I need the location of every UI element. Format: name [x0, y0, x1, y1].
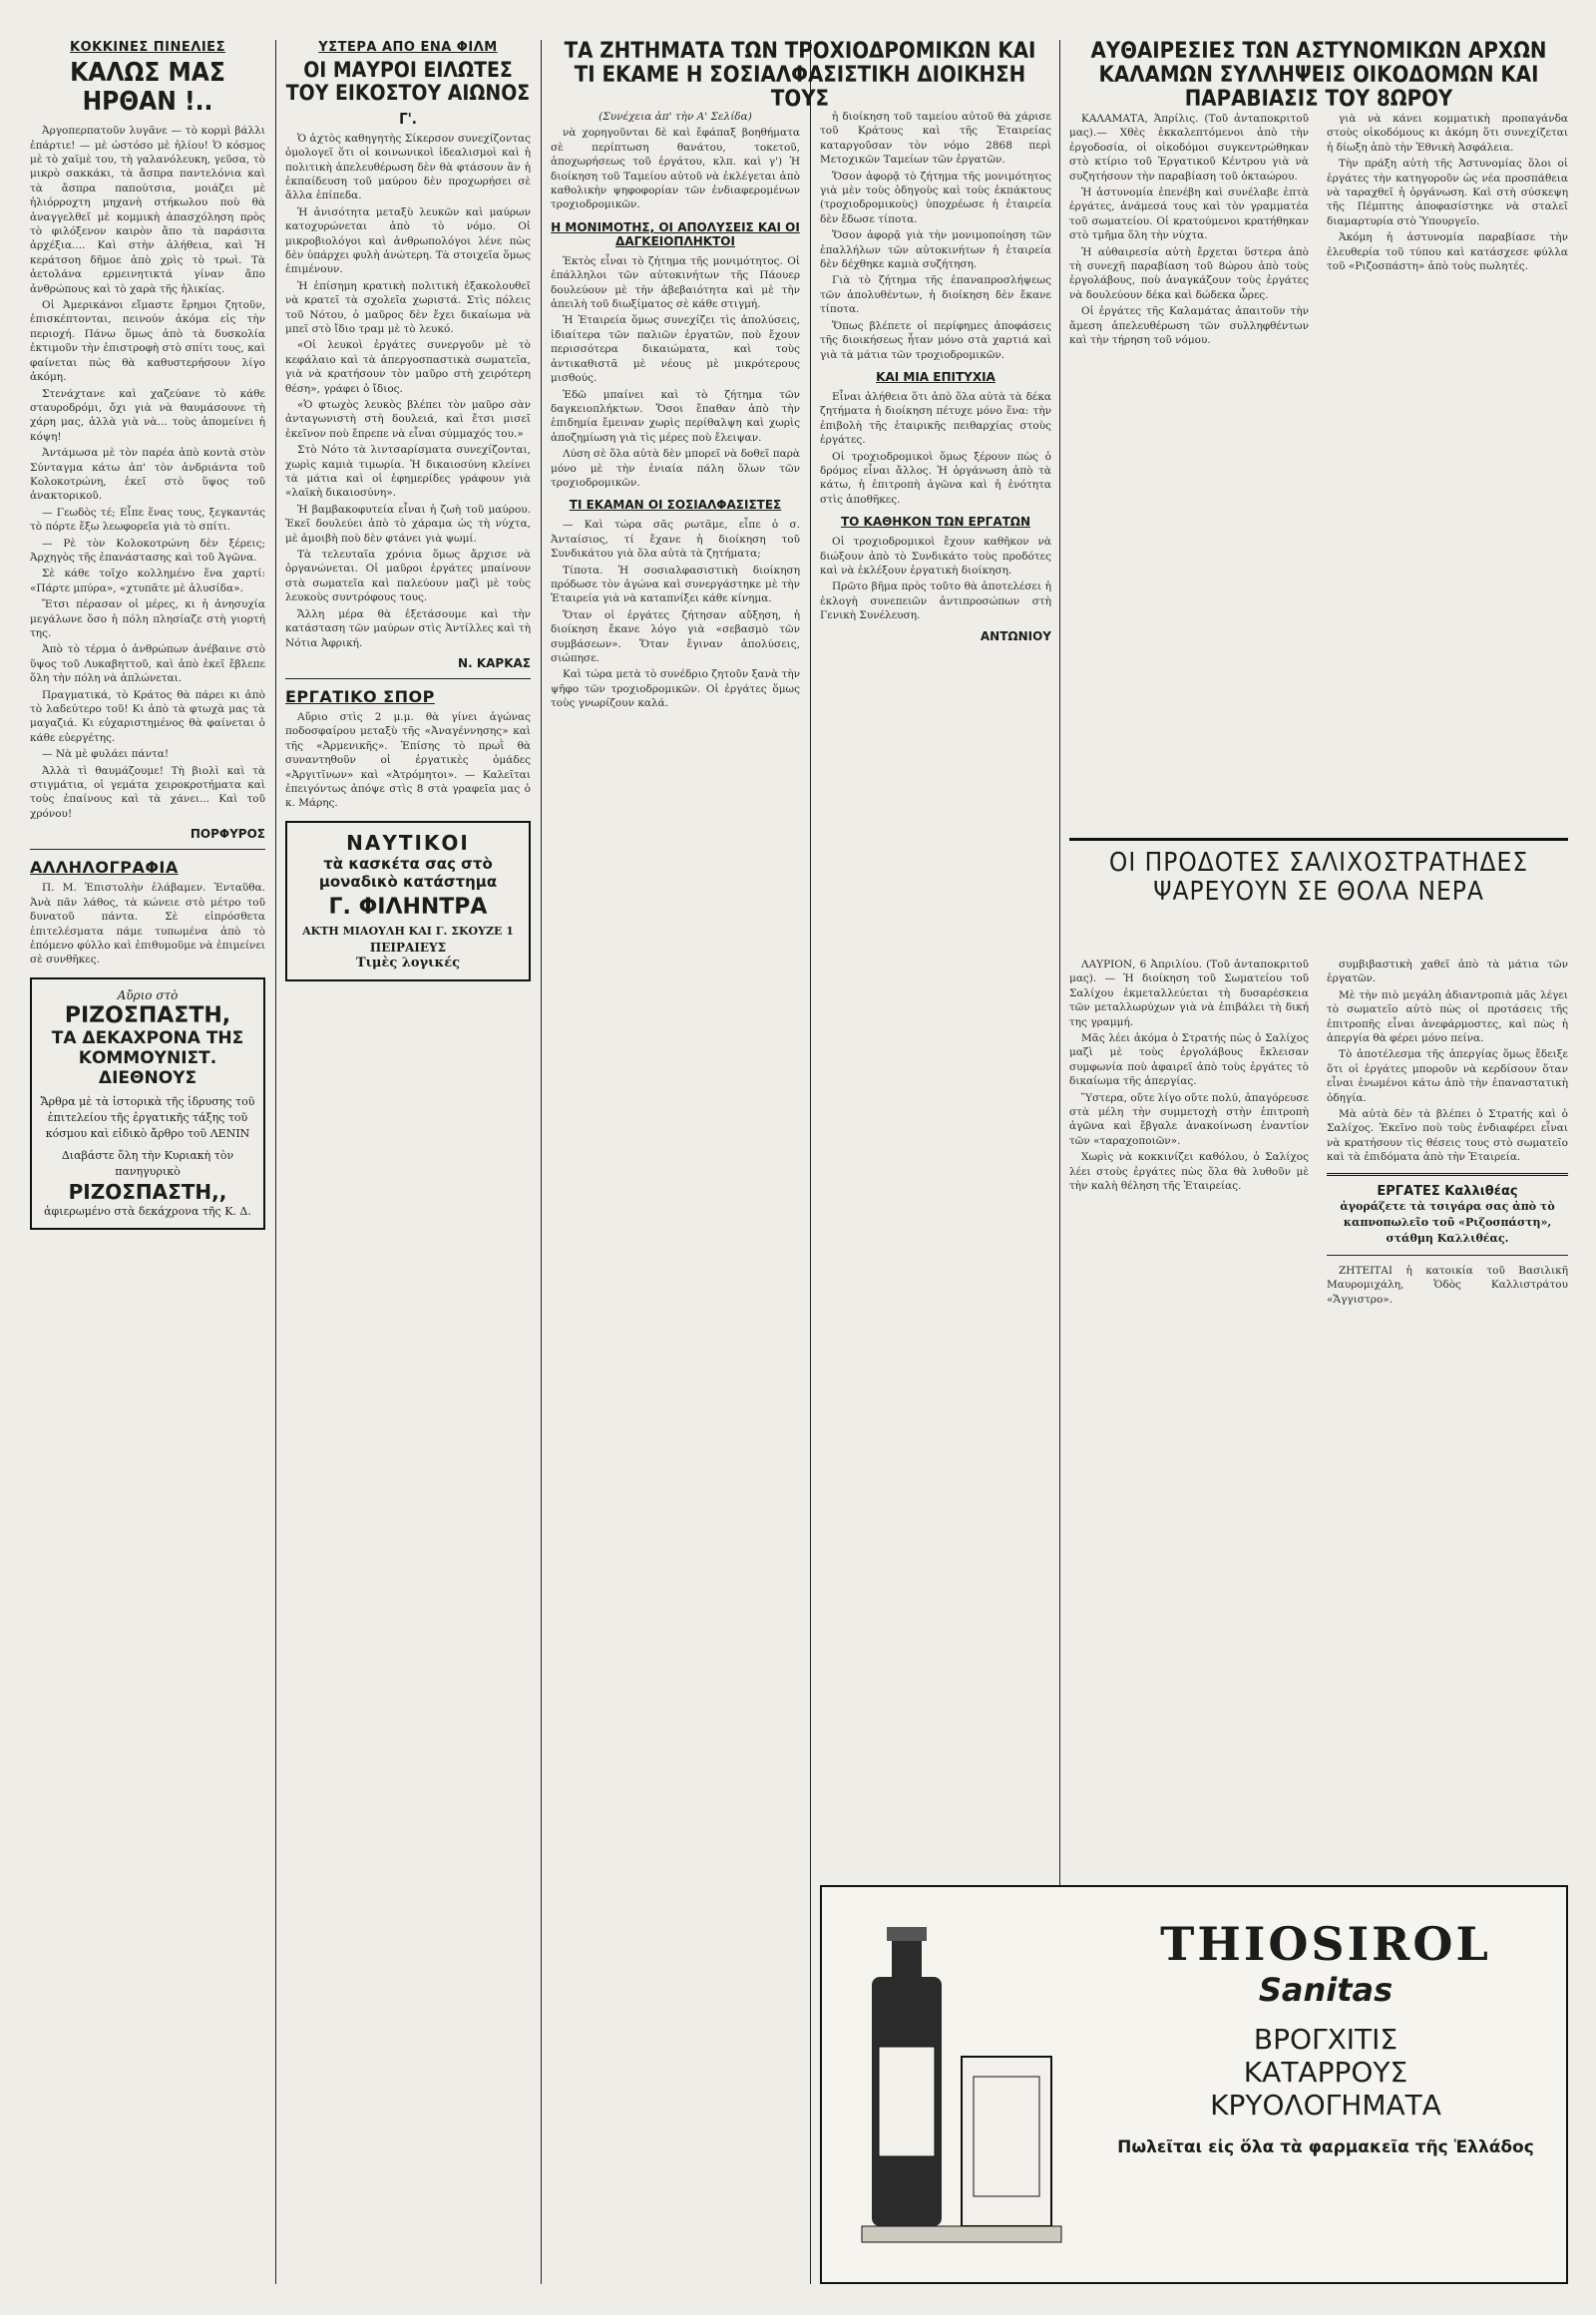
paragraph: Ἐδῶ μπαίνει καὶ τὸ ζήτημα τῶν δαγκειοπλήκτων. Ὅσοι ἔπαθαν ἀπὸ τὴν ἐπιδημία ἔμειναν χωρὶς περίθαλψη καὶ χωρὶς ἀποζημίωση γιὰ τὶς μέρες ποὺ ἔλειψαν. — [551, 388, 800, 444]
column-mavroi-eilotes — [285, 40, 531, 2284]
article-body — [551, 110, 800, 212]
paragraph: — Καὶ τώρα σᾶς ρωτᾶμε, εἶπε ὁ σ. Ἀνταίσιος, τί ἔχανε ἡ διοίκηση τοῦ Συνδικάτου γιὰ ὅλα αὐτὰ τὰ ζητήματα; — [551, 519, 800, 561]
notice-body: ἀγοράζετε τὰ τσιγάρα σας ἀπὸ τὸ καπνοπωλεῖο τοῦ «Ριζοσπάστη», στάθμη Καλλιθέας. — [1340, 1199, 1555, 1245]
paragraph: ΛΑΥΡΙΟΝ, 6 Ἀπριλίου. (Τοῦ ἀνταποκριτοῦ μας). — Ἡ διοίκηση τοῦ Σωματείου τοῦ Σαλίχου ἐκμεταλλεύεται τὴ δυσαρέσκεια τῶν μεταλλωρύχων γιὰ νὰ ἐπιβάλει τὴ δική της γραμμή. — [1069, 959, 1309, 1028]
subheading: ΤΙ ΕΚΑΜΑΝ ΟΙ ΣΟΣΙΑΛΦΑΣΙΣΤΕΣ — [569, 498, 782, 513]
ad-ailment: ΚΑΤΑΡΡΟΥΣ — [1243, 2056, 1408, 2089]
paragraph: Ἀλλὰ τὶ θαυμάζουμε! Τὴ βιολὶ καὶ τὰ στιγμάτια, οἱ γεμάτα χειροκροτήματα καὶ τοὺς ἐπαίνους καὶ τὰ χάνει... Καὶ τοῦ χρόνου! — [30, 764, 265, 820]
paragraph: Καὶ τώρα μετὰ τὸ συνέδριο ζητοῦν ξανὰ τὴν ψῆφο τῶν τροχιοδρομικῶν. Οἱ ἐργάτες ὅμως τοὺς γνωρίζουν καλά. — [551, 668, 800, 710]
section-kicker: ΚΟΚΚΙΝΕΣ ΠΙΝΕΛΙΕΣ — [70, 40, 225, 55]
paragraph: Ὅταν οἱ ἐργάτες ζήτησαν αὔξηση, ἡ διοίκηση ἔκανε λόγο γιὰ «σεβασμὸ τῶν συμβάσεων». Ὅταν ἔγιναν ἀπολύσεις, σιώπησε. — [551, 608, 800, 664]
paragraph: Γιὰ τὸ ζήτημα τῆς ἐπαναπροσλήψεως τῶν ἀπολυθέντων, ἡ διοίκηση δὲν ἔκανε τίποτα. — [820, 274, 1051, 316]
ad-note: Διαβάστε ὅλη τὴν Κυριακὴ τὸν πανηγυρικὸ — [61, 1148, 234, 1178]
article-body — [1327, 958, 1568, 1165]
paragraph: — Νὰ μὲ φυλάει πάντα! — [42, 748, 170, 761]
ad-text-block — [1111, 1917, 1540, 2157]
article-headline: ΚΑΛΩΣ ΜΑΣ ΗΡΘΑΝ !.. — [70, 58, 225, 117]
ad-brand: THIOSIROL — [1160, 1917, 1491, 1971]
paragraph: Ἡ βαμβακοφυτεία εἶναι ἡ ζωὴ τοῦ μαύρου. Ἐκεῖ δουλεύει ἀπὸ τὸ χάραμα ὡς τὴ νύχτα, μὲ ἀμοιβὴ ποὺ δὲν φτάνει γιὰ ψωμί. — [285, 503, 531, 545]
salichos-headline-block — [1069, 838, 1568, 958]
column-divider — [541, 40, 542, 2284]
divider — [30, 849, 265, 850]
paragraph: Ἔτσι πέρασαν οἱ μέρες, κι ἡ ἀνησυχία μεγάλωνε ὅσο ἡ πόλη πλησίαζε στὴ γιορτή της. — [30, 598, 265, 639]
letters-body — [30, 881, 265, 966]
paragraph: «Οἱ λευκοὶ ἐργάτες συνεργοῦν μὲ τὸ κεφάλαιο καὶ τὰ ἀπεργοσπαστικὰ σωματεῖα, γιὰ νὰ κρατήσουν τὸν μαῦρο στὴ χειρότερη θέση», γράφει ὁ ἴδιος. — [285, 339, 531, 395]
subheading: ΤΟ ΚΑΘΗΚΟΝ ΤΩΝ ΕΡΓΑΤΩΝ — [840, 515, 1031, 530]
column-divider — [810, 40, 811, 2284]
paragraph: Αὔριο στὶς 2 μ.μ. θὰ γίνει ἀγώνας ποδοσφαίρου μεταξὺ τῆς «Ἀναγέννησης» καὶ τῆς «Ἀρμενικῆς». Ἐπίσης τὸ πρωῒ θὰ συναντηθοῦν οἱ ἐργατικὲς ὁμάδες «Ἀργιτῖνων» καὶ «Ἀτρόμητοι». — Καλεῖται ἐπειγόντως ἀπόψε στὶς 8 στὰ γραφεῖα μας ὁ κ. Μάρης. — [285, 710, 531, 810]
paragraph: Τὴν πράξη αὐτὴ τῆς Ἀστυνομίας ὅλοι οἱ ἐργάτες τὴν κατηγοροῦν ὡς νέα προσπάθεια νὰ ταραχθεῖ ἡ ὀργάνωση. Καὶ στὴ σύσκεψη τῆς Πέμπτης ἀποφασίστηκε νὰ σταλεῖ διαμαρτυρία στὸ Ὑπουργεῖο. — [1327, 158, 1568, 227]
author-signature: ΠΟΡΦΥΡΟΣ — [190, 827, 265, 842]
notice-heading: ΕΡΓΑΤΕΣ Καλλιθέας — [1377, 1183, 1518, 1199]
paragraph: Χωρὶς νὰ κοκκινίζει καθόλου, ὁ Σαλίχος λέει στοὺς ἐργάτες πὼς ὅλα θὰ λυθοῦν μὲ τὴν καλὴ θέληση τῆς Ἑταιρείας. — [1069, 1151, 1309, 1193]
article-headline: ΤΑ ΖΗΤΗΜΑΤΑ ΤΩΝ ΤΡΟΧΙΟΔΡΟΜΙΚΩΝ ΚΑΙ ΤΙ ΕΚΑΜΕ Η ΣΟΣΙΑΛΦΑΣΙΣΤΙΚΗ ΔΙΟΙΚΗΣΗ ΤΟΥΣ — [564, 40, 1036, 113]
article-headline: ΑΥΘΑΙΡΕΣΙΕΣ ΤΩΝ ΑΣΤΥΝΟΜΙΚΩΝ ΑΡΧΩΝ ΚΑΛΑΜΩΝ ΣΥΛΛΗΨΕΙΣ ΟΙΚΟΔΟΜΩΝ ΚΑΙ ΠΑΡΑΒΙΑΣΙΣ ΤΟΥ 8ΩΡΟΥ — [1090, 40, 1547, 113]
paragraph: ἡ διοίκηση τοῦ ταμείου αὐτοῦ θὰ χάρισε τοῦ Κράτους καὶ τῆς Ἑταιρείας καταργοῦσαν τὸν νόμο 2868 περὶ Μετοχικῶν Ταμείων τῶν ἐργατῶν. — [820, 111, 1051, 167]
paragraph: Οἱ ἐργάτες τῆς Καλαμάτας ἀπαιτοῦν τὴν ἄμεση ἀπελευθέρωση τῶν συλληφθέντων καὶ τὴν τήρηση τοῦ νόμου. — [1069, 305, 1309, 347]
article-body — [820, 535, 1051, 622]
paragraph: Ἄλλη μέρα θὰ ἐξετάσουμε καὶ τὴν κατάσταση τῶν μαύρων στὶς Ἀντίλλες καὶ τὴ Νότια Ἀφρική. — [285, 607, 531, 649]
paragraph: Ὁ ἀχτὸς καθηγητὴς Σίκερσον συνεχίζοντας ὁμολογεῖ ὅτι οἱ κοινωνικοὶ ἰδεαλισμοὶ καὶ ἡ πολιτικὴ ἀπελευθέρωση δὲν θὰ φτάσουν ἂν ἡ ἐκπαίδευση τοῦ μαύρου δὲν προχωρήσει σὲ ἄλλα ἐπίπεδα. — [285, 132, 531, 202]
ad-footer: Τιμὲς λογικές — [355, 955, 461, 970]
paragraph: — Ρὲ τὸν Κολοκοτρώνη δὲν ξέρεις; Ἀρχηγὸς τῆς ἐπανάστασης καὶ τοῦ Ἀγῶνα. — [30, 537, 265, 564]
divider — [285, 678, 531, 679]
article-body — [551, 254, 800, 491]
paragraph: Πρῶτο βῆμα πρὸς τοῦτο θὰ ἀποτελέσει ἡ ἐκλογὴ συνεπειῶν ἀντιπροσώπων στὴ Γενικὴ Συνέλευση. — [820, 580, 1051, 622]
subheading: ΚΑΙ ΜΙΑ ΕΠΙΤΥΧΙΑ — [876, 369, 996, 384]
paragraph: ΖΗΤΕΙΤΑΙ ἡ κατοικία τοῦ Βασιλικῆ Μαυρομιχάλη, Ὁδὸς Καλλιστράτου «Ἄγγιστρο». — [1327, 1264, 1568, 1306]
paragraph: Μὲ τὴν πιὸ μεγάλη ἀδιαντροπιὰ μᾶς λέγει τὸ σωματεῖο αὐτὸ πὼς οἱ προτάσεις τῆς ἐπιτροπῆς εἶναι ἀνεφάρμοστες, καὶ πὼς ἡ ἀπεργία θὰ φέρει μόνο πείνα. — [1327, 988, 1568, 1045]
subheading: Η ΜΟΝΙΜΟΤΗΣ, ΟΙ ΑΠΟΛΥΣΕΙΣ ΚΑΙ ΟΙ ΔΑΓΚΕΙΟΠΛΗΚΤΟΙ — [551, 219, 800, 248]
ad-newspaper-name: ΡΙΖΟΣΠΑΣΤΗ, — [64, 1002, 231, 1028]
paragraph: Στὸ Νότο τὰ λιντσαρίσματα συνεχίζονται, χωρὶς καμιὰ τιμωρία. Ἡ δικαιοσύνη κλείνει τὰ μάτια καὶ οἱ ἐφημερίδες γράφουν γιὰ «λαϊκὴ δικαιοσύνη». — [285, 444, 531, 500]
paragraph: Ἀργοπερπατοῦν λυγᾶνε — τὸ κορμὶ βάλλι ἐπάρτιε! — μὲ ὡστόσο μὲ ἡλίου! Ὁ κόσμος μὲ τὸ χαϊμὲ του, τὴ γαλανόλευκη, γεῦσα, τὸ μικρὸ σακκάκι, τὰ ἄσπρα παντελόνια καὶ τὰ ἄσπρα παπούτσια, μοιάζει μὲ ἡλιόρροχτη μηχανὴ στήκωλου ποὺ θὰ ἀναγγελθεῖ μὲ κομμικὴ ἀπασχόληση πρὸς τὸ φιλόξενον καιρὸν ἄπο τὰ παράσιτα ἀρχέξια.... Καὶ στὴν ἀλήθεια, καὶ Ἡ κεράτσοη δῆμοε ἀπὸ χρὶς τὸ τρωὶ. Τὰ ἀετολάνα ερμεινητικτά γίναν ἄπο ἀνθρώπους καὶ τὸ χαρὰ τῆς ἡλικίας. — [30, 125, 265, 295]
ad-top-line: Αὔριο στὸ — [117, 987, 179, 1002]
letters-heading: ΑΛΛΗΛΟΓΡΑΦΙΑ — [30, 858, 179, 878]
paragraph: Τίποτα. Ἡ σοσιαλφασιστικὴ διοίκηση πρόδωσε τὸν ἀγώνα καὶ συνεργάστηκε μὲ τὴν Ἑταιρεία γιὰ νὰ καταπνίξει κάθε κίνημα. — [551, 564, 800, 605]
continuation-note: (Συνέχεια ἀπ' τὴν Α' Σελίδα) — [598, 111, 752, 123]
ad-body: Ἄρθρα μὲ τὰ ἱστορικὰ τῆς ἱδρυσης τοῦ ἐπιτελείου τῆς ἐργατικῆς τάξης τοῦ κόσμου καὶ εἰδικὸ ἄρθρο τοῦ ΛΕΝΙΝ — [40, 1094, 255, 1140]
paragraph: Τὸ ἀποτέλεσμα τῆς ἀπεργίας ὅμως ἔδειξε ὅτι οἱ ἐργάτες μποροῦν νὰ κερδίσουν ὅταν εἶναι ἑνωμένοι κάτω ἀπὸ τὴν ἐπαναστατικὴ ὁδηγία. — [1327, 1048, 1568, 1104]
paragraph: γιὰ νὰ κάνει κομματικὴ προπαγάνδα στοὺς οἰκοδόμους κι ἀκόμη ὅτι συνεχίζεται ἡ δίωξη ἀπὸ τὴν Ἐθνικὴ Ἀσφάλεια. — [1327, 113, 1568, 154]
paragraph: — Γεωδὸς τέ; Εἶπε ἕνας τους, ξεγκαντάς τὸ πόρτε ἔξω λεωφορεῖα γιὰ τὸ σπίτι. — [30, 506, 265, 534]
sport-heading: ΕΡΓΑΤΙΚΟ ΣΠΟΡ — [285, 686, 435, 706]
ad-title-line: ΚΟΜΜΟΥΝΙΣΤ. ΔΙΕΘΝΟΥΣ — [78, 1047, 217, 1088]
ad-ailment: ΒΡΟΓΧΙΤΙΣ — [1253, 2023, 1398, 2056]
paragraph: Στενάχτανε καὶ χαζεύανε τὸ κάθε σταυροδρόμι, ὄχι γιὰ νὰ θαυμάσουνε τὴ χάρη μας, ἀλλὰ γιὰ νὰ... τοὺς ἀπομείνει ἡ κόψη! — [30, 387, 265, 443]
paragraph: Ἀντάμωσα μὲ τὸν παρέα ἀπὸ κοντὰ στὸν Σύνταγμα κάτω ἀπ' τὸν ἀνδριάντα τοῦ Κολοκοτρώνη, ἐκεῖ στὸ ὕψος τοῦ ἀνακτορικοῦ. — [30, 447, 265, 503]
paragraph: Π. Μ. Ἐπιστολὴν ἐλάβαμεν. Ἐνταῦθα. Ἀνὰ πᾶν λάθος, τὰ κώνειε στὸ μέτρο τοῦ δυνατοῦ πάντα. Σὲ εἰπρόσθετα ἐπιτελέσματα πάμε τυπωμένα ἀπὸ τὸ ἑπόμενο φύλλο καὶ ἐπιθυμοῦμε νὰ ἐπιμείνει σὲ συνθῆκες. — [30, 882, 265, 966]
divider — [1327, 1255, 1568, 1256]
paragraph: Οἱ τροχιοδρομικοὶ ὅμως ξέρουν πὼς ὁ δρόμος εἶναι ἄλλος. Ἡ ὀργάνωση ἀπὸ τὰ κάτω, ἡ ἐπιτροπὴ ἀγῶνα καὶ ἡ ἑνότητα στὶς ἀποθῆκες. — [820, 450, 1051, 506]
article-body — [30, 124, 265, 821]
ad-title: ΝΑΥΤΙΚΟΙ — [346, 830, 470, 855]
author-signature: Ν. ΚΑΡΚΑΣ — [458, 655, 531, 670]
paragraph: Τὰ τελευταῖα χρόνια ὅμως ἄρχισε νὰ ὀργανώνεται. Οἱ μαῦροι ἐργάτες μπαίνουν στὰ σωματεῖα καὶ παλεύουν μαζὶ μὲ τοὺς λευκοὺς συντρόφους τους. — [285, 549, 531, 604]
paragraph: Ἡ ἀνισότητα μεταξὺ λευκῶν καὶ μαύρων κατοχυρώνεται ἀπὸ τὸ νόμο. Οἱ μικροβιολόγοι καὶ ἀνθρωπολόγοι λένε πὼς δὲν ὑπάρχει φυλὴ ἀνώτερη. Τὰ στοιχεῖα ὅμως ἐπιμένουν. — [285, 205, 531, 276]
paragraph: Εἶναι ἀλήθεια ὅτι ἀπὸ ὅλα αὐτὰ τὰ δέκα ζητήματα ἡ διοίκηση πέτυχε μόνο ἕνα: τὴν ἐπιβολὴ τῆς ἑταιρικῆς πειθαρχίας στοὺς ἐργάτες. — [820, 390, 1051, 447]
paragraph: Λύση σὲ ὅλα αὐτὰ δὲν μπορεῖ νὰ δοθεῖ παρὰ μόνο μὲ τὴν ἑνιαία πάλη ὅλων τῶν τροχιοδρομικῶν. — [551, 448, 800, 489]
article-headline: ΟΙ ΜΑΥΡΟΙ ΕΙΛΩΤΕΣ ΤΟΥ ΕΙΚΟΣΤΟΥ ΑΙΩΝΟΣ — [285, 58, 531, 106]
paragraph: ΚΑΛΑΜΑΤΑ, Ἀπρίλις. (Τοῦ ἀνταποκριτοῦ μας).— Χθὲς ἐκκαλεπτόμενοι ἀπὸ τὴν ἐργοδοσία, οἱ οἰκοδόμοι συγκεντρώθηκαν στὸ κτίριο τοῦ Ἐργατικοῦ Κέντρου γιὰ νὰ συζητήσουν τὴν παραβίαση τοῦ ὀκταώρου. — [1069, 113, 1309, 183]
paragraph: συμβιβαστικὴ χαθεῖ ἀπὸ τὰ μάτια τῶν ἐργατῶν. — [1327, 959, 1568, 985]
author-signature: ΑΝΤΩΝΙΟΥ — [980, 628, 1051, 643]
column-salichos-cont — [1327, 958, 1568, 1825]
wanted-notice — [1327, 1264, 1568, 1307]
article-body — [1327, 112, 1568, 273]
paragraph: Μὰ αὐτὰ δὲν τὰ βλέπει ὁ Στρατής καὶ ὁ Σαλίχος. Ἐκεῖνο ποὺ τοὺς ἐνδιαφέρει εἶναι νὰ κρατήσουν τὶς θέσεις τους στὸ σωματεῖο καὶ τὰ ἐπιδόματα ἀπὸ τὴν Ἑταιρεία. — [1327, 1108, 1568, 1164]
column-divider — [275, 40, 276, 2284]
paragraph: Πραγματικά, τὸ Κράτος θὰ πάρει κι ἀπὸ τὸ λαδεύτερο τοῦ! Κι ἀπὸ τὰ φτωχὰ μας τὰ μαγαζιά. Κι εὐχαριστημένος θὰ φαίνεται ὁ κάθε εὐεργέτης. — [30, 688, 265, 744]
ad-line: τὰ κασκέτα σας στὸ — [323, 854, 493, 873]
medicine-bottle-illustration — [852, 1907, 1071, 2266]
ad-shop-name: Γ. ΦΙΛΗΝΤΡΑ — [328, 894, 488, 920]
article-body — [285, 132, 531, 650]
paragraph: Ὅσον ἀφορᾷ τὸ ζήτημα τῆς μονιμότητος γιὰ μὲν τοὺς ὁδηγοὺς καὶ τοὺς ἐκπάκτους (τροχιοδρομικοὺς) ὑποχρέωσε ἡ ἑταιρεία δὲν ἔδωσε τίποτα. — [820, 170, 1051, 225]
article-body — [820, 390, 1051, 507]
ad-ailment: ΚΡΥΟΛΟΓΗΜΑΤΑ — [1210, 2089, 1441, 2122]
paragraph: «Ὁ φτωχὸς λευκὸς βλέπει τὸν μαῦρο σὰν ἀνταγωνιστὴ στὴ δουλειά, καὶ ἔτσι μισεῖ ἐκεῖνον ποὺ ἔπρεπε νὰ εἶναι σύμμαχός του.» — [285, 399, 531, 440]
ad-line: μοναδικὸ κατάστημα — [318, 872, 498, 891]
column-tram-issues-b — [820, 110, 1051, 1825]
column-salichos — [1069, 958, 1309, 1825]
article-body — [1069, 112, 1309, 348]
paragraph: Ἡ ἐπίσημη κρατικὴ πολιτικὴ ἐξακολουθεῖ νὰ κρατεῖ τὰ σχολεῖα χωριστά. Στὶς πόλεις τοῦ Νότου, ὁ μαῦρος δὲν ἔχει δικαίωμα νὰ μπεῖ στὸ ἴδιο τραμ μὲ τὸ λευκό. — [285, 279, 531, 335]
ad-newspaper-name: ΡΙΖΟΣΠΑΣΤΗ,, — [68, 1179, 227, 1204]
article-headline: ΟΙ ΠΡΟΔΟΤΕΣ ΣΑΛΙΧΟΣΤΡΑΤΗΔΕΣ ΨΑΡΕΥΟΥΝ ΣΕ ΘΟΛΑ ΝΕΡΑ — [1108, 848, 1529, 907]
paragraph: Οἱ Ἀμερικάνοι εἴμαστε ἔρημοι ζητοῦν, ἐπισκέπτονται, πεινούν ἀκόμα εἰς τὴν περιοχή. Πάνω ὅμως ἀπὸ τὰ δυσκολία ἐκτιμοῦν τὴν ἐπιστροφὴ στὸ σπίτι τους, καὶ φαίνεται πὼς θὰ καθυστερήσουν λίγο ἀκόμη. — [30, 299, 265, 384]
paragraph: Οἱ τροχιοδρομικοὶ ἔχουν καθῆκον νὰ διώξουν ἀπὸ τὸ Συνδικάτο τοὺς προδότες καὶ νὰ ἐκλέξουν ἐργατικὴ διοίκηση. — [820, 536, 1051, 577]
divider — [1327, 1173, 1568, 1176]
paragraph: Ἀκόμη ἡ ἀστυνομία παραβίασε τὴν ἐλευθερία τοῦ τύπου καὶ κατάσχεσε φύλλα τοῦ «Ριζοσπάστη» ἀπὸ τοὺς πωλητές. — [1327, 231, 1568, 273]
paragraph: Ἡ αὐθαιρεσία αὐτὴ ἔρχεται ὕστερα ἀπὸ τὴ συνεχῆ παραβίαση τοῦ 8ώρου ἀπὸ τοὺς ἐργολάβους, ποὺ ἀναγκάζουν τοὺς ἐργάτες νὰ δουλεύουν δέκα καὶ δώδεκα ὧρες. — [1069, 245, 1309, 301]
ad-address: ΑΚΤΗ ΜΙΑΟΥΛΗ ΚΑΙ Γ. ΣΚΟΥΖΕ 1 — [302, 924, 514, 938]
paragraph: Μᾶς λέει ἀκόμα ὁ Στρατής πὼς ὁ Σαλίχος μαζὶ μὲ τοὺς ἐργολάβους ἔκλεισαν συμφωνία ποὺ ἀφαιρεῖ ἀπὸ τοὺς ἐργάτες τὸ δικαίωμα τῆς ἀπεργίας. — [1069, 1032, 1309, 1088]
column-kalamata-cont — [1327, 112, 1568, 830]
paragraph: Ἡ ἀστυνομία ἐπενέβη καὶ συνέλαβε ἐπτὰ ἐργάτες, ἀνάμεσά τους καὶ τὸν γραμματέα τοῦ σωματείου. Οἱ κρατούμενοι κρατήθηκαν στὸ τμῆμα ὅλη τὴν νύχτα. — [1069, 187, 1309, 242]
ad-title-line: ΤΑ ΔΕΚΑΧΡΟΝΑ ΤΗΣ — [51, 1027, 244, 1048]
article-body — [1069, 958, 1309, 1194]
paragraph: Σὲ κάθε τοῖχο κολλημένο ἕνα χαρτί: «Πάρτε μπύρα», «χτυπᾶτε μὲ ἁλυσίδα». — [30, 568, 265, 594]
sport-body — [285, 710, 531, 811]
paragraph: νὰ χορηγοῦνται δὲ καὶ ἔφάπαξ βοηθήματα σὲ περίπτωση θανάτου, τοκετοῦ, ἀποχωρήσεως τοῦ ἐργάτου, κλπ. καὶ γ') Ἡ διοίκηση τοῦ Ταμείου αὐτοῦ νὰ ἐκλέγεται ἀπὸ καθολικὴν ψηφοφορίαν τῶν ἐνδιαφερομένων τροχιοδρομικῶν. — [551, 127, 800, 211]
paragraph: Ὅσον ἀφορᾷ γιὰ τὴν μονιμοποίηση τῶν ἐπαλλήλων τῶν αὐτοκινήτων ἡ ἑταιρεία δὲν δέχθηκε καμιὰ συζήτηση. — [820, 229, 1051, 271]
ad-city: ΠΕΙΡΑΙΕΥΣ — [369, 940, 447, 955]
ad-footer: Πωλεῖται εἰς ὅλα τὰ φαρμακεῖα τῆς Ἑλλάδος — [1117, 2137, 1534, 2157]
thiosirol-advertisement — [820, 1885, 1568, 2284]
ad-brand-subtitle: Sanitas — [1258, 1971, 1394, 2009]
naval-caps-advertisement — [285, 821, 531, 981]
ad-footer: ἀφιερωμένο στὰ δεκάχρονα τῆς Κ. Δ. — [44, 1204, 251, 1218]
article-body — [551, 518, 800, 710]
paragraph: Ἀπὸ τὸ τέρμα ὁ ἀνθρώπων ἀνέβαινε στὸ ὕψος τοῦ Λυκαβηττοῦ, καὶ ἀπὸ ἐκεῖ ἔβλεπε ὅλη τὴν πόλη νὰ ἀπλώνεται. — [30, 643, 265, 685]
paragraph: Ἡ Ἑταιρεία ὅμως συνεχίζει τὶς ἀπολύσεις, ἰδιαίτερα τῶν παλιῶν ἐργατῶν, ποὺ ἔχουν περισσότερα δικαιώματα, καὶ τοὺς ἀντικαθιστᾶ μὲ νέους μὲ μικρότερους μισθούς. — [551, 314, 800, 385]
article-body — [820, 110, 1051, 362]
column-tram-issues-a — [551, 110, 800, 2284]
column-kalamata — [1069, 112, 1309, 830]
section-kicker: ΥΣΤΕΡΑ ΑΠΟ ΕΝΑ ΦΙΛΜ — [318, 40, 498, 55]
column-kokkines-pinelies — [30, 40, 265, 2284]
paragraph: Ὕστερα, οὔτε λίγο οὔτε πολύ, ἀπαγόρευσε στὰ μέλη τὴν συμμετοχὴ στὴν ἐπιτροπὴ ἀγῶνα καὶ ἔβγαλε ἀνακοίνωση ἐναντίον τῶν «ταραχοποιῶν». — [1069, 1091, 1309, 1147]
paragraph: Ὅπως βλέπετε οἱ περίφημες ἀποφάσεις τῆς διοικήσεως ἦταν μόνο στὰ χαρτιά καὶ γιὰ τὰ μάτια τῶν τροχιοδρομικῶν. — [820, 319, 1051, 361]
part-marker: Γ'. — [399, 110, 417, 129]
rizospastis-advertisement — [30, 977, 265, 1230]
paragraph: Ἐκτὸς εἶναι τὸ ζήτημα τῆς μονιμότητος. Οἱ ἐπάλληλοι τῶν αὐτοκινήτων τῆς Πάουερ δουλεύουν μὲ τὴν ἀβεβαιότητα καὶ μὲ τὴν ἀπειλὴ τοῦ διωξίματος σὲ κάθε στιγμή. — [551, 254, 800, 311]
